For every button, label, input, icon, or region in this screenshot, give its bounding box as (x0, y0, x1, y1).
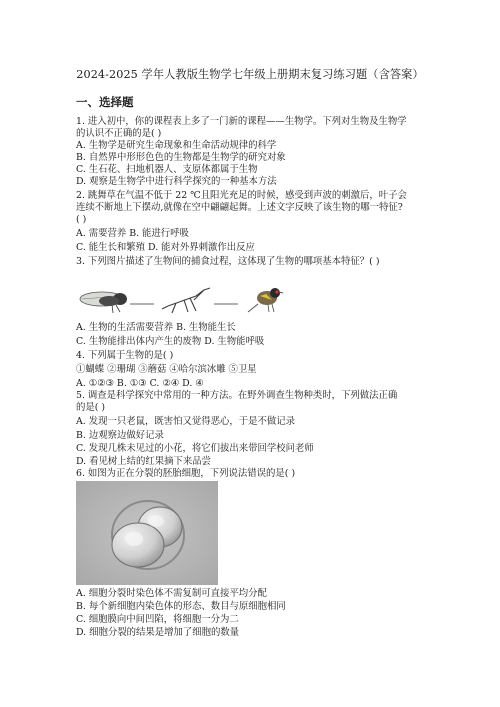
q1-option-b: B. 自然界中形形色色的生物都是生物学的研究对象 (76, 152, 286, 163)
q1-stem-line1: 1. 进入初中，你的课程表上多了一门新的课程——生物学。下列对生物及生物学 (76, 116, 407, 127)
q2-stem-line3: ( ) (76, 214, 87, 225)
q3-stem: 3. 下列图片描述了生物间的捕食过程，这体现了生物的哪项基本特征？( ) (76, 256, 380, 267)
q3-options-cd: C. 生物能排出体内产生的废物 D. 生物能呼吸 (76, 336, 265, 347)
q1-option-c: C. 生石花、扫地机器人、支原体都属于生物 (76, 164, 258, 175)
q5-option-a: A. 发现一只老鼠，既害怕又觉得恶心，于是不做记录 (76, 416, 295, 427)
bird-icon (248, 288, 283, 312)
q5-option-c: C. 发现几株未见过的小花，将它们拔出来带回学校问老师 (76, 443, 314, 454)
cicada-icon (80, 292, 127, 313)
q6-option-b: B. 每个新细胞内染色体的形态、数目与原细胞相同 (76, 601, 286, 612)
q6-stem: 6. 如图为正在分裂的胚胎细胞，下列说法错误的是( ) (76, 468, 296, 479)
page-title: 2024-2025 学年人教版生物学七年级上册期末复习练习题（含答案） (76, 68, 424, 81)
q5-stem-line2: 的是( ) (76, 402, 106, 413)
q3-options-ab: A. 生物的生活需要营养 B. 生物能生长 (76, 322, 236, 333)
q5-option-d: D. 看见树上结的红果摘下来品尝 (76, 456, 212, 467)
predation-chain-figure (76, 282, 312, 316)
q2-stem-line2: 连续不断地上下摆动,就像在空中翩翩起舞。上述文字反映了该生物的哪一特征? (76, 202, 403, 213)
section-heading: 一、选择题 (76, 95, 134, 109)
mantis-icon (162, 288, 210, 313)
q5-option-b: B. 边观察边做好记录 (76, 430, 164, 441)
q5-stem-line1: 5. 调查是科学探究中常用的一种方法。在野外调查生物种类时，下列做法正确 (76, 390, 398, 401)
q1-option-d: D. 观察是生物学中进行科学探究的一种基本方法 (76, 176, 277, 187)
q1-stem-line2: 的认识不正确的是( ) (76, 128, 162, 139)
q6-option-a: A. 细胞分裂时染色体不需复制可直接平均分配 (76, 588, 267, 599)
q2-stem-line1: 2. 跳舞草在气温不低于 22 ℃且阳光充足的时候，感受到声波的刺激后，叶子会 (76, 190, 407, 201)
q4-options: A. ①②③ B. ①③ C. ②④ D. ④ (76, 378, 204, 389)
q1-option-a: A. 生物学是研究生命现象和生命活动规律的科学 (76, 140, 277, 151)
q4-stem: 4. 下列属于生物的是( ) (76, 350, 174, 361)
q2-options-ab: A. 需要营养 B. 能进行呼吸 (76, 228, 189, 239)
q4-items: ①蝴蝶 ②珊瑚 ③蘑菇 ④哈尔滨冰雕 ⑤卫星 (76, 364, 257, 375)
q6-option-c: C. 细胞膜向中间凹陷，将细胞一分为二 (76, 614, 239, 625)
q2-options-cd: C. 能生长和繁殖 D. 能对外界刺激作出反应 (76, 242, 255, 253)
embryo-cell-micrograph (76, 481, 218, 585)
q6-option-d: D. 细胞分裂的结果是增加了细胞的数量 (76, 627, 240, 638)
